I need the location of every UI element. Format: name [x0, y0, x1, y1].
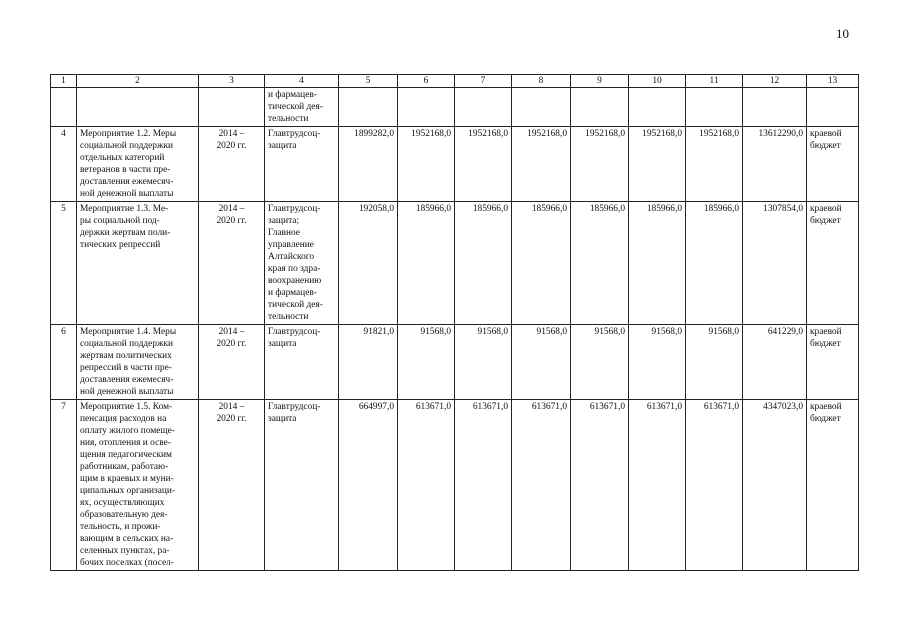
- text-line: Главное: [268, 228, 300, 238]
- table-row: [51, 127, 859, 202]
- column-number: 8: [512, 75, 571, 88]
- amount-cell: 613671,0: [398, 400, 455, 571]
- funding-source: [807, 202, 859, 325]
- amount-cell: 185966,0: [398, 202, 455, 325]
- measure-name: [77, 127, 199, 202]
- text-line: 2014 –: [218, 129, 245, 139]
- amount-cell: 613671,0: [686, 400, 743, 571]
- empty-cell: [199, 88, 265, 127]
- table-row: [51, 400, 859, 571]
- text-line: 2020 гг.: [216, 216, 247, 226]
- amount-cell: 1952168,0: [455, 127, 512, 202]
- text-line: защита;: [268, 216, 300, 226]
- amount-cell: 91568,0: [629, 325, 686, 400]
- table-body: [51, 75, 859, 571]
- text-line: социальной поддержки: [80, 141, 174, 151]
- text-line: краевой: [810, 402, 842, 412]
- text-line: бочих поселках (посел-: [80, 558, 174, 568]
- amount-cell: 1899282,0: [339, 127, 398, 202]
- text-line: 2014 –: [218, 327, 245, 337]
- amount-cell: 91568,0: [398, 325, 455, 400]
- empty-cell: [629, 88, 686, 127]
- empty-cell: [743, 88, 807, 127]
- text-line: селенных пунктах, ра-: [80, 546, 170, 556]
- text-line: ния, отопления и осве-: [80, 438, 171, 448]
- amount-cell: 91568,0: [455, 325, 512, 400]
- amount-cell: 192058,0: [339, 202, 398, 325]
- text-line: края по здра-: [268, 264, 321, 274]
- text-line: ной денежной выплаты: [80, 189, 174, 199]
- text-line: бюджет: [810, 339, 841, 349]
- text-line: Мероприятие 1.4. Меры: [80, 327, 177, 337]
- text-line: работникам, работаю-: [80, 462, 169, 472]
- executor: [265, 325, 339, 400]
- text-line: доставления ежемесяч-: [80, 375, 174, 385]
- text-line: отдельных категорий: [80, 153, 165, 163]
- column-number: 1: [51, 75, 77, 88]
- amount-cell: 641229,0: [743, 325, 807, 400]
- text-line: защита: [268, 141, 297, 151]
- empty-cell: [807, 88, 859, 127]
- amount-cell: 613671,0: [455, 400, 512, 571]
- period: [199, 127, 265, 202]
- row-number: 5: [51, 202, 77, 325]
- text-line: и фармацев-: [268, 90, 317, 100]
- text-line: 2020 гг.: [216, 141, 247, 151]
- text-line: ципальных организаци-: [80, 486, 176, 496]
- text-line: тельности: [268, 312, 309, 322]
- empty-cell: [339, 88, 398, 127]
- executor-cell: [265, 88, 339, 127]
- executor: [265, 400, 339, 571]
- table-row: [51, 325, 859, 400]
- text-line: оплату жилого помеще-: [80, 426, 175, 436]
- text-line: защита: [268, 339, 297, 349]
- measure-name: [77, 202, 199, 325]
- text-line: ной денежной выплаты: [80, 387, 174, 397]
- text-line: Главтрудсоц-: [268, 129, 321, 139]
- text-line: образовательную дея-: [80, 510, 168, 520]
- text-line: ях, осуществляющих: [80, 498, 165, 508]
- amount-cell: 1307854,0: [743, 202, 807, 325]
- text-line: краевой: [810, 327, 842, 337]
- text-line: 2020 гг.: [216, 339, 247, 349]
- text-line: социальной поддержки: [80, 339, 174, 349]
- text-line: тической дея-: [268, 300, 323, 310]
- text-line: ветеранов в части пре-: [80, 165, 171, 175]
- text-line: доставления ежемесяч-: [80, 177, 174, 187]
- empty-cell: [512, 88, 571, 127]
- empty-cell: [398, 88, 455, 127]
- text-line: пенсация расходов на: [80, 414, 167, 424]
- page-number: 10: [836, 26, 849, 41]
- text-line: Главтрудсоц-: [268, 327, 321, 337]
- amount-cell: 613671,0: [512, 400, 571, 571]
- table-row: [51, 202, 859, 325]
- column-number: 5: [339, 75, 398, 88]
- amount-cell: 1952168,0: [686, 127, 743, 202]
- column-number: 6: [398, 75, 455, 88]
- text-line: защита: [268, 414, 297, 424]
- text-line: Мероприятие 1.3. Ме-: [80, 204, 169, 214]
- text-line: бюджет: [810, 414, 841, 424]
- funding-source: [807, 325, 859, 400]
- column-number: 2: [77, 75, 199, 88]
- text-line: бюджет: [810, 216, 841, 226]
- amount-cell: 13612290,0: [743, 127, 807, 202]
- period: [199, 400, 265, 571]
- amount-cell: 613671,0: [571, 400, 629, 571]
- funding-source: [807, 127, 859, 202]
- executor: [265, 202, 339, 325]
- text-line: управление: [268, 240, 314, 250]
- text-line: тельности: [268, 114, 309, 124]
- executor: [265, 127, 339, 202]
- text-line: вающим в сельских на-: [80, 534, 174, 544]
- text-line: жертвам политических: [80, 351, 172, 361]
- period: [199, 325, 265, 400]
- column-number: 11: [686, 75, 743, 88]
- amount-cell: 4347023,0: [743, 400, 807, 571]
- amount-cell: 185966,0: [512, 202, 571, 325]
- amount-cell: 1952168,0: [398, 127, 455, 202]
- empty-cell: [571, 88, 629, 127]
- text-line: Алтайского: [268, 252, 315, 262]
- text-line: щения педагогическим: [80, 450, 172, 460]
- measure-name: [77, 325, 199, 400]
- text-line: 2014 –: [218, 204, 245, 214]
- column-number: 10: [629, 75, 686, 88]
- column-number: 7: [455, 75, 512, 88]
- empty-cell: [51, 88, 77, 127]
- row-number: 6: [51, 325, 77, 400]
- amount-cell: 91568,0: [512, 325, 571, 400]
- text-line: тельность, и прожи-: [80, 522, 161, 532]
- amount-cell: 1952168,0: [512, 127, 571, 202]
- text-line: тической дея-: [268, 102, 323, 112]
- empty-cell: [455, 88, 512, 127]
- amount-cell: 91821,0: [339, 325, 398, 400]
- text-line: щим в краевых и муни-: [80, 474, 174, 484]
- column-number-row: [51, 75, 859, 88]
- column-number: 3: [199, 75, 265, 88]
- amount-cell: 1952168,0: [571, 127, 629, 202]
- text-line: бюджет: [810, 141, 841, 151]
- row-number: 4: [51, 127, 77, 202]
- row-number: 7: [51, 400, 77, 571]
- amount-cell: 1952168,0: [629, 127, 686, 202]
- measure-name: [77, 400, 199, 571]
- amount-cell: 185966,0: [571, 202, 629, 325]
- text-line: 2020 гг.: [216, 414, 247, 424]
- empty-cell: [686, 88, 743, 127]
- amount-cell: 185966,0: [686, 202, 743, 325]
- period: [199, 202, 265, 325]
- amount-cell: 91568,0: [571, 325, 629, 400]
- text-line: тических репрессий: [80, 240, 161, 250]
- text-line: 2014 –: [218, 402, 245, 412]
- amount-cell: 664997,0: [339, 400, 398, 571]
- text-line: Мероприятие 1.2. Меры: [80, 129, 177, 139]
- text-line: ры социальной под-: [80, 216, 160, 226]
- column-number: 12: [743, 75, 807, 88]
- funding-source: [807, 400, 859, 571]
- continuation-row: [51, 88, 859, 127]
- empty-cell: [77, 88, 199, 127]
- text-line: Главтрудсоц-: [268, 204, 321, 214]
- amount-cell: 185966,0: [455, 202, 512, 325]
- text-line: и фармацев-: [268, 288, 317, 298]
- text-line: краевой: [810, 204, 842, 214]
- column-number: 4: [265, 75, 339, 88]
- text-line: держки жертвам поли-: [80, 228, 171, 238]
- amount-cell: 91568,0: [686, 325, 743, 400]
- program-measures-table: [50, 74, 859, 571]
- column-number: 13: [807, 75, 859, 88]
- text-line: репрессий в части пре-: [80, 363, 172, 373]
- text-line: воохранению: [268, 276, 322, 286]
- column-number: 9: [571, 75, 629, 88]
- amount-cell: 185966,0: [629, 202, 686, 325]
- text-line: Главтрудсоц-: [268, 402, 321, 412]
- text-line: краевой: [810, 129, 842, 139]
- text-line: Мероприятие 1.5. Ком-: [80, 402, 173, 412]
- amount-cell: 613671,0: [629, 400, 686, 571]
